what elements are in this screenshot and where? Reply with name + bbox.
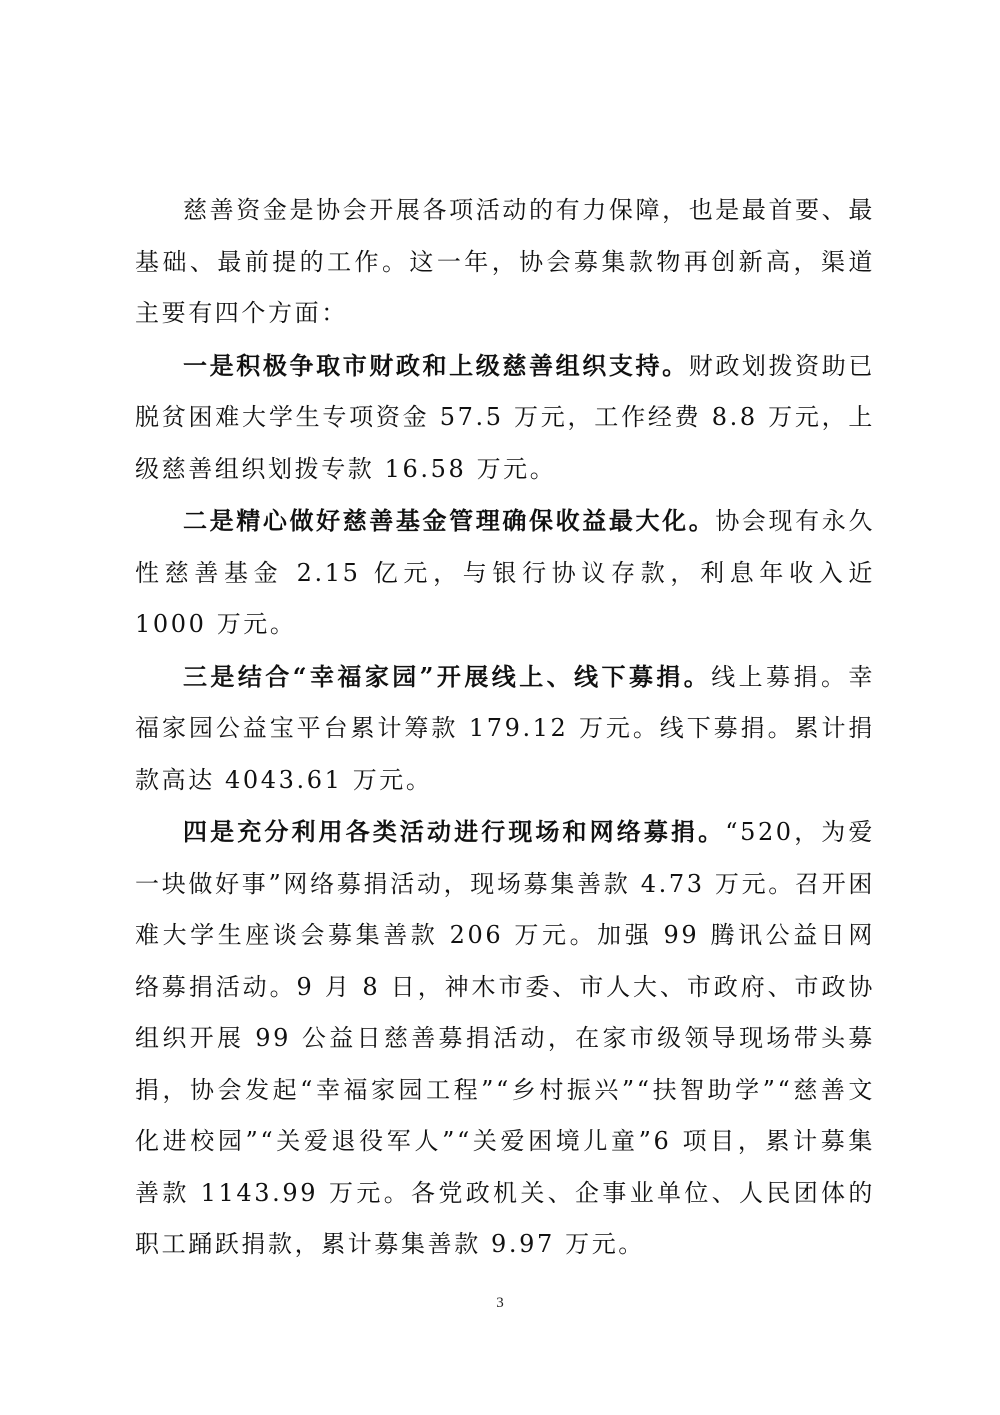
point-two-paragraph bbox=[135, 495, 875, 651]
paragraph-text: 线上募捐。幸福家园公益宝平台累计筹款 179.12 万元。线下募捐。累计捐款高达 4043.61 万元。 bbox=[135, 662, 875, 794]
paragraph-text: 财政划拨资助已脱贫困难大学生专项资金 57.5 万元，工作经费 8.8 万元，上级慈善组织划拨专款 16.58 万元。 bbox=[135, 351, 875, 483]
paragraph-text: 协会现有永久性慈善基金 2.15 亿元，与银行协议存款，利息年收入近 1000 万元。 bbox=[135, 507, 875, 638]
document-body bbox=[135, 185, 875, 1271]
page-number: 3 bbox=[496, 1295, 504, 1311]
intro-paragraph bbox=[135, 185, 875, 340]
paragraph-lead: 三是结合“幸福家园”开展线上、线下募捐。 bbox=[183, 661, 712, 691]
point-three-paragraph bbox=[135, 651, 875, 807]
paragraph-lead: 一是积极争取市财政和上级慈善组织支持。 bbox=[183, 350, 689, 380]
paragraph-lead: 四是充分利用各类活动进行现场和网络募捐。 bbox=[183, 817, 726, 846]
point-four-paragraph bbox=[135, 806, 875, 1271]
point-one-paragraph bbox=[135, 340, 875, 496]
paragraph-lead: 二是精心做好慈善基金管理确保收益最大化。 bbox=[183, 506, 716, 535]
paragraph-text: 慈善资金是协会开展各项活动的有力保障，也是最首要、最基础、最前提的工作。这一年，协会募集款物再创新高，渠道主要有四个方面： bbox=[135, 196, 875, 327]
paragraph-text: “520，为爱一块做好事”网络募捐活动，现场募集善款 4.73 万元。召开困难大学生座谈会募集善款 206 万元。加强 99 腾讯公益日网络募捐活动。9 月 8 日，神木市委、市人大、市政府、市政协组织开展 99 公益日慈善募捐活动，在家市级领导现场带头募捐，协会发起“幸福家园工程”“乡村振兴”“扶智助学”“慈善文化进校园”“关爱退役军人”“关爱困境儿童”6 项目，累计募集善款 1143.99 万元。各党政机关、企事业单位、人民团体的职工踊跃捐款，累计募集善款 9.97 万元。 bbox=[135, 818, 876, 1258]
